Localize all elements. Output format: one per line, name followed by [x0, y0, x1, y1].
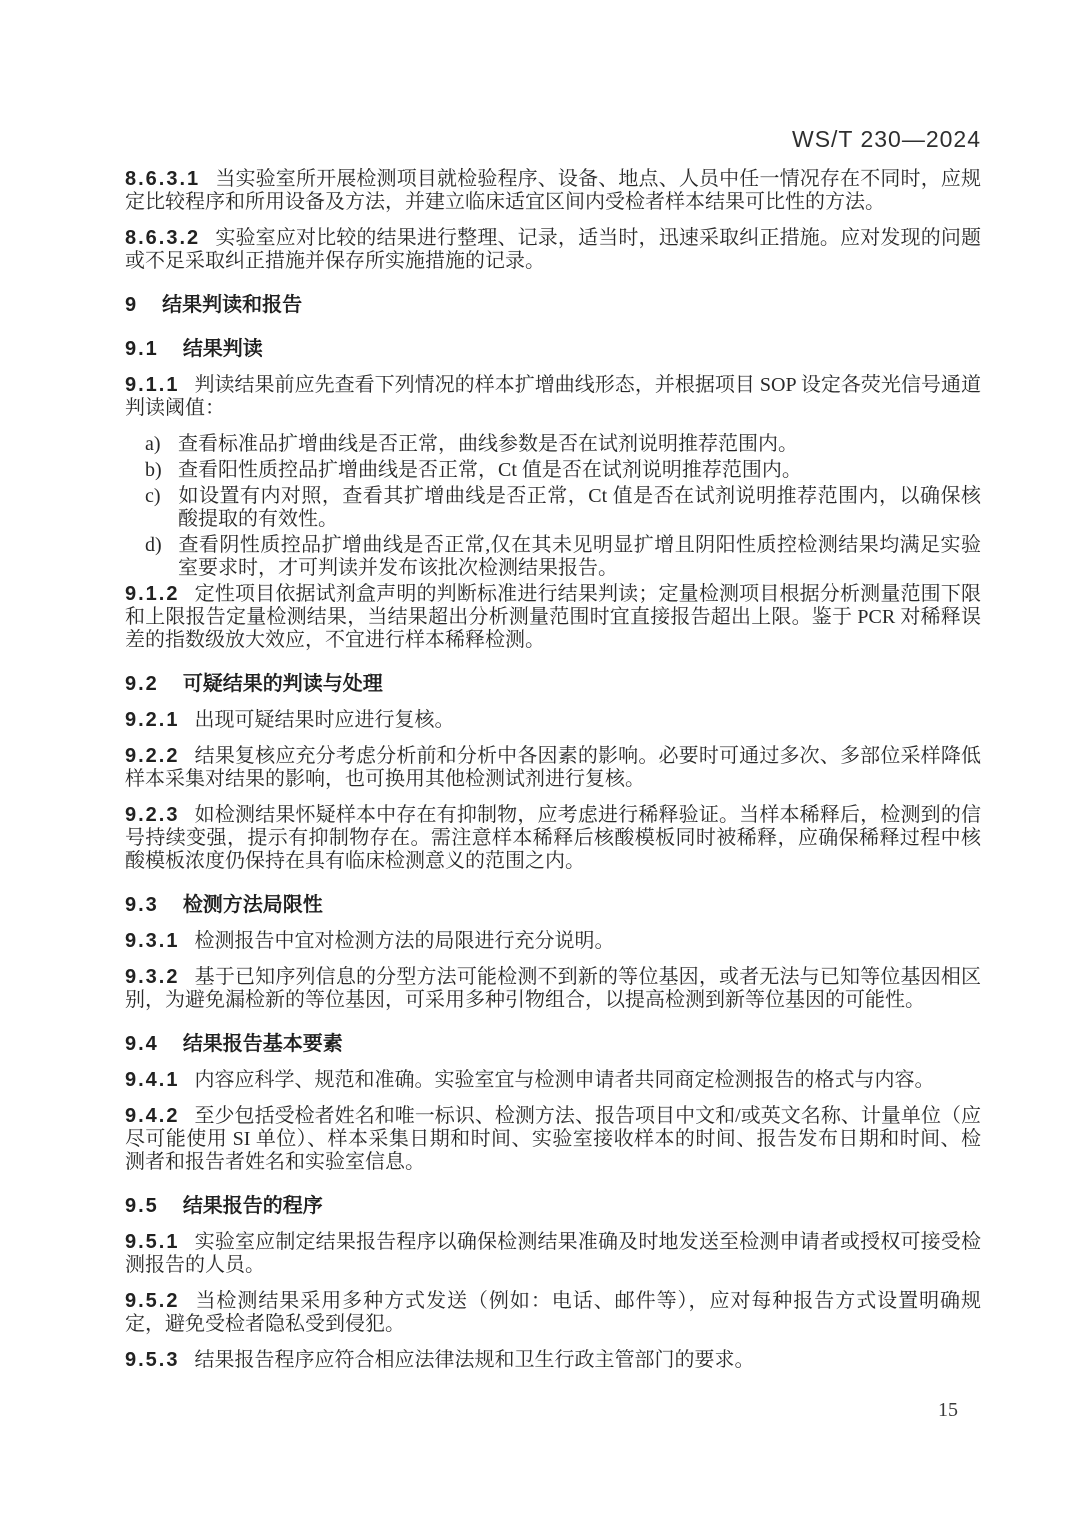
clause-paragraph: [125, 1349, 981, 1372]
section-number: 9.3: [125, 894, 159, 916]
clause-number: 9.2.2: [125, 745, 180, 767]
list-item-text: 查看标准品扩增曲线是否正常，曲线参数是否在试剂说明推荐范围内。: [178, 433, 798, 455]
clause-number: 9.5.1: [125, 1231, 180, 1253]
clause-number: 9.1.1: [125, 374, 180, 396]
list-item-label: a): [145, 433, 161, 455]
clause-text: 结果复核应充分考虑分析前和分析中各因素的影响。必要时可通过多次、多部位采样降低样本采集对结果的影响，也可换用其他检测试剂进行复核。: [125, 745, 981, 790]
standard-number-header: WS/T 230—2024: [791, 126, 981, 152]
document-content: [125, 168, 981, 1385]
section-number: 9: [125, 294, 139, 316]
clause-paragraph: [125, 930, 981, 953]
clause-paragraph: [125, 374, 981, 420]
clause-paragraph: [125, 1231, 981, 1277]
clause-text: 定性项目依据试剂盒声明的判断标准进行结果判读；定量检测项目根据分析测量范围下限和上限报告定量检测结果，当结果超出分析测量范围时宜直接报告超出上限。鉴于 PCR 对稀释误差的指数级放大效应，不宜进行样本稀释检测。: [125, 583, 981, 651]
clause-text: 如检测结果怀疑样本中存在有抑制物，应考虑进行稀释验证。当样本稀释后，检测到的信号持续变强，提示有抑制物存在。需注意样本稀释后核酸模板同时被稀释，应确保稀释过程中核酸模板浓度仍保持在具有临床检测意义的范围之内。: [125, 804, 981, 872]
clause-paragraph: [125, 745, 981, 791]
section-number: 9.5: [125, 1195, 159, 1217]
clause-number: 9.1.2: [125, 583, 180, 605]
list-item: [125, 433, 981, 456]
list-item-text: 查看阴性质控品扩增曲线是否正常,仅在其未见明显扩增且阴阳性质控检测结果均满足实验室要求时，才可判读并发布该批次检测结果报告。: [178, 534, 981, 579]
clause-paragraph: [125, 1069, 981, 1092]
section-title: 结果判读和报告: [162, 294, 303, 316]
clause-number: 8.6.3.2: [125, 227, 201, 249]
section-heading: [125, 294, 981, 317]
clause-number: 9.3.1: [125, 930, 180, 952]
clause-paragraph: [125, 168, 981, 214]
clause-text: 内容应科学、规范和准确。实验室宜与检测申请者共同商定检测报告的格式与内容。: [194, 1069, 935, 1091]
section-title: 可疑结果的判读与处理: [182, 673, 383, 695]
clause-text: 基于已知序列信息的分型方法可能检测不到新的等位基因，或者无法与已知等位基因相区别，为避免漏检新的等位基因，可采用多种引物组合，以提高检测到新等位基因的可能性。: [125, 966, 981, 1011]
clause-number: 9.5.3: [125, 1349, 180, 1371]
list-item-text: 如设置有内对照，查看其扩增曲线是否正常，Ct 值是否在试剂说明推荐范围内，以确保核酸提取的有效性。: [178, 485, 981, 530]
clause-text: 判读结果前应先查看下列情况的样本扩增曲线形态，并根据项目 SOP 设定各荧光信号通道判读阈值：: [125, 374, 981, 419]
clause-paragraph: [125, 804, 981, 873]
clause-number: 9.4.2: [125, 1105, 180, 1127]
clause-paragraph: [125, 709, 981, 732]
section-heading: [125, 338, 981, 361]
list-item-text: 查看阳性质控品扩增曲线是否正常，Ct 值是否在试剂说明推荐范围内。: [178, 459, 802, 481]
section-number: 9.4: [125, 1033, 159, 1055]
clause-paragraph: [125, 227, 981, 273]
clause-text: 出现可疑结果时应进行复核。: [194, 709, 455, 731]
section-heading: [125, 894, 981, 917]
list-item-label: b): [145, 459, 162, 481]
clause-text: 结果报告程序应符合相应法律法规和卫生行政主管部门的要求。: [194, 1349, 755, 1371]
section-title: 结果报告基本要素: [182, 1033, 343, 1055]
clause-paragraph: [125, 583, 981, 652]
clause-text: 至少包括受检者姓名和唯一标识、检测方法、报告项目中文和/或英文名称、计量单位（应尽可能使用 SI 单位）、样本采集日期和时间、实验室接收样本的时间、报告发布日期和时间、检测者和报告者姓名和实验室信息。: [125, 1105, 981, 1173]
clause-number: 9.2.3: [125, 804, 180, 826]
clause-number: 8.6.3.1: [125, 168, 201, 190]
list-item-label: d): [145, 534, 162, 556]
clause-paragraph: [125, 1290, 981, 1336]
clause-paragraph: [125, 966, 981, 1012]
list-item: [125, 459, 981, 482]
clause-text: 当检测结果采用多种方式发送（例如：电话、邮件等），应对每种报告方式设置明确规定，避免受检者隐私受到侵犯。: [125, 1290, 981, 1335]
list-item-label: c): [145, 485, 161, 507]
list-item: [125, 485, 981, 531]
clause-number: 9.4.1: [125, 1069, 180, 1091]
section-title: 检测方法局限性: [182, 894, 323, 916]
section-number: 9.1: [125, 338, 159, 360]
list-item: [125, 534, 981, 580]
clause-text: 当实验室所开展检测项目就检验程序、设备、地点、人员中任一情况存在不同时，应规定比较程序和所用设备及方法，并建立临床适宜区间内受检者样本结果可比性的方法。: [125, 168, 981, 213]
clause-text: 实验室应对比较的结果进行整理、记录，适当时，迅速采取纠正措施。应对发现的问题或不足采取纠正措施并保存所实施措施的记录。: [125, 227, 981, 272]
section-number: 9.2: [125, 673, 159, 695]
clause-number: 9.3.2: [125, 966, 180, 988]
clause-text: 实验室应制定结果报告程序以确保检测结果准确及时地发送至检测申请者或授权可接受检测报告的人员。: [125, 1231, 981, 1276]
clause-number: 9.2.1: [125, 709, 180, 731]
clause-paragraph: [125, 1105, 981, 1174]
section-heading: [125, 673, 981, 696]
section-heading: [125, 1195, 981, 1218]
section-heading: [125, 1033, 981, 1056]
clause-text: 检测报告中宜对检测方法的局限进行充分说明。: [194, 930, 615, 952]
page-number: 15: [938, 1399, 958, 1421]
section-title: 结果判读: [182, 338, 263, 360]
section-title: 结果报告的程序: [182, 1195, 323, 1217]
clause-number: 9.5.2: [125, 1290, 180, 1312]
